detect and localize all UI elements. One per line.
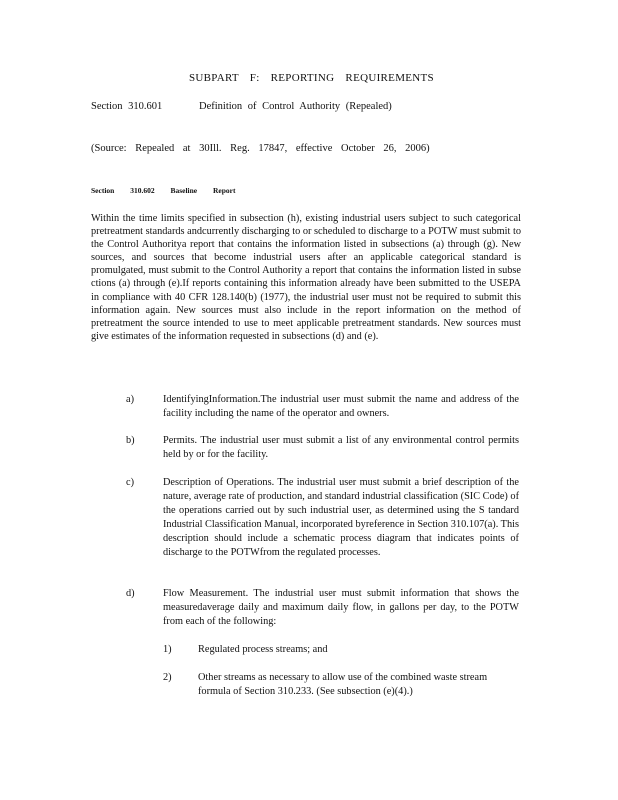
source-note: (Source: Repealed at 30Ill. Reg. 17847, effective October 26, 2006) <box>91 143 430 154</box>
sub-item-number: 1) <box>163 644 172 655</box>
item-letter: d) <box>126 588 135 599</box>
item-text: Flow Measurement. The industrial user must submit information that shows the measuredaverage daily and maximum daily flow, in gallons per day, to the POTW from each of the following: <box>163 588 519 627</box>
item-text: Permits. The industrial user must submit a list of any environmental control permits held by or for the facility. <box>163 435 519 460</box>
item-letter: a) <box>126 394 134 405</box>
sub-item-text: Other streams as necessary to allow use of the combined waste stream formula of Section 310.233. (See subsection (e)(4).) <box>198 672 488 697</box>
item-text: IdentifyingInformation.The industrial user must submit the name and address of the facility including the name of the operator and owners. <box>163 394 519 419</box>
section-601-number: Section 310.601 <box>91 101 163 112</box>
section-601-title: Definition of Control Authority (Repealed) <box>199 101 392 112</box>
item-letter: b) <box>126 435 135 446</box>
intro-paragraph: Within the time limits specified in subsection (h), existing industrial users subject to such categorical pretreatment standards andcurrently discharging to or scheduled to discharge to a POTW must submit to the Control Authoritya report that contains the information listed in subsections (a) through (g). New sources, and sources that become industrial users after an applicable categorical standard is promulgated, must submit to the Control Authority a report that contains the information listed in subse ctions (a) through (e).If reports containing this information already have been submitted to the USEPA in compliance with 40 CFR 128.140(b) (1977), the industrial user must not be required to submit this information again. New sources must also include in the report information on the method of pretreatment the source intended to use to meet applicable pretreatment standards. New sources must give estimates of the information requested in subsections (d) and (e). <box>91 213 521 342</box>
section-602-heading: Section 310.602 Baseline Report <box>91 186 236 195</box>
sub-item-number: 2) <box>163 672 172 683</box>
item-letter: c) <box>126 477 134 488</box>
section-601-line <box>91 101 392 112</box>
item-text: Description of Operations. The industrial user must submit a brief description of the nature, average rate of production, and standard industrial classification (SIC Code) of the operations carried out by such industrial user, as determined using the S tandard Industrial Classification Manual, incorporated byreference in Section 310.107(a). This description should include a schematic process diagram that indicates points of discharge to the POTWfrom the regulated processes. <box>163 477 519 558</box>
subpart-heading: SUBPART F: REPORTING REQUIREMENTS <box>189 72 434 84</box>
sub-item-text: Regulated process streams; and <box>198 644 328 655</box>
